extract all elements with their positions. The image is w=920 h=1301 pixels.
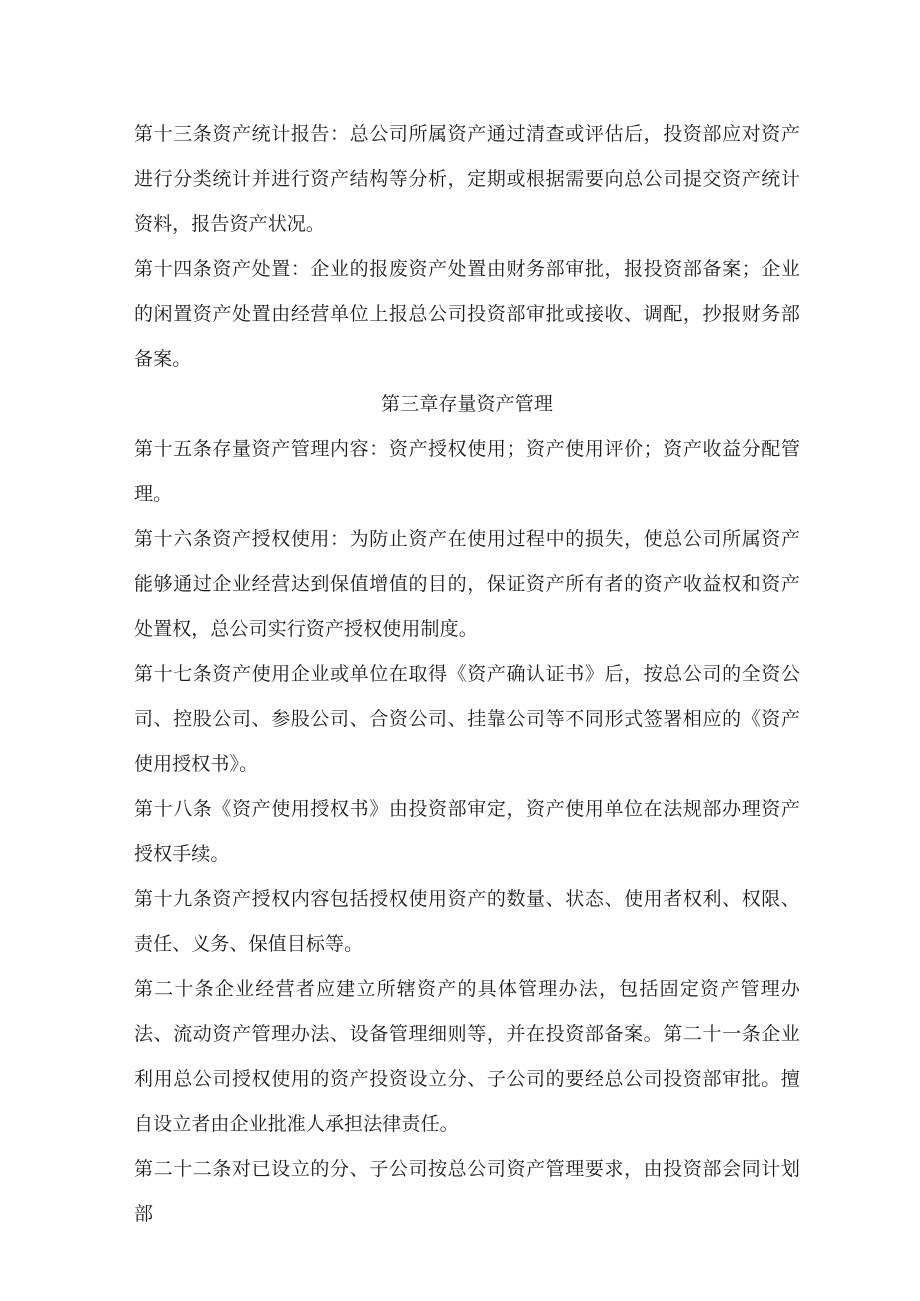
article-19: 第十九条资产授权内容包括授权使用资产的数量、状态、使用者权利、权限、责任、义务、保值目标等。	[134, 888, 800, 955]
article-18: 第十八条《资产使用授权书》由投资部审定，资产使用单位在法规部办理资产授权手续。	[134, 798, 800, 865]
article-16: 第十六条资产授权使用：为防止资产在使用过程中的损失，使总公司所属资产能够通过企业经营达到保值增值的目的，保证资产所有者的资产收益权和资产处置权，总公司实行资产授权使用制度。	[134, 528, 800, 640]
article-13: 第十三条资产统计报告：总公司所属资产通过清查或评估后，投资部应对资产进行分类统计并进行资产结构等分析，定期或根据需要向总公司提交资产统计资料，报告资产状况。	[134, 123, 800, 235]
article-15: 第十五条存量资产管理内容：资产授权使用；资产使用评价；资产收益分配管理。	[134, 438, 800, 505]
chapter-heading: 第三章存量资产管理	[381, 393, 553, 415]
article-17: 第十七条资产使用企业或单位在取得《资产确认证书》后，按总公司的全资公司、控股公司、参股公司、合资公司、挂靠公司等不同形式签署相应的《资产使用授权书》。	[134, 663, 800, 775]
document-body	[134, 112, 800, 1237]
article-20-21: 第二十条企业经营者应建立所辖资产的具体管理办法，包括固定资产管理办法、流动资产管理办法、设备管理细则等，并在投资部备案。第二十一条企业利用总公司授权使用的资产投资设立分、子公司的要经总公司投资部审批。擅自设立者由企业批准人承担法律责任。	[134, 978, 800, 1135]
article-22: 第二十二条对已设立的分、子公司按总公司资产管理要求，由投资部会同计划部	[134, 1158, 800, 1225]
article-14: 第十四条资产处置：企业的报废资产处置由财务部审批，报投资部备案；企业的闲置资产处置由经营单位上报总公司投资部审批或接收、调配，抄报财务部备案。	[134, 258, 800, 370]
